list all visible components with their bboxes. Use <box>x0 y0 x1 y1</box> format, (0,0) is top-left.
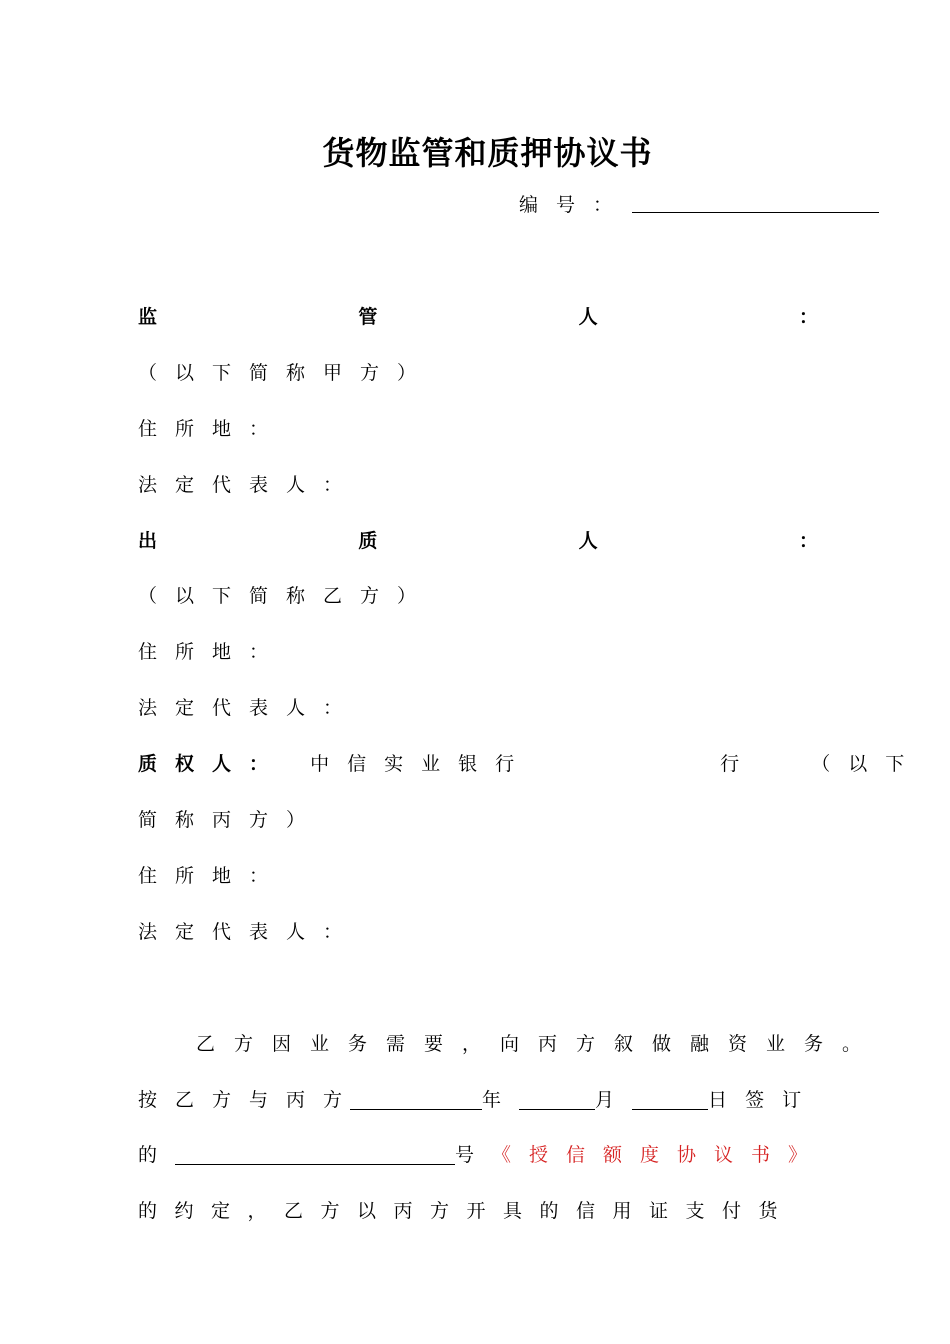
pledgor-rep: 法定代表人： <box>138 697 361 719</box>
year-label: 年 <box>482 1089 520 1111</box>
pledgor-address: 住所地： <box>138 641 287 663</box>
month-blank[interactable] <box>519 1089 595 1110</box>
pledgee-address: 住所地： <box>138 865 287 887</box>
agreement-number-blank[interactable] <box>175 1144 455 1165</box>
agreement-name: 《授信额度协议书》 <box>492 1144 826 1166</box>
pledgee-rep: 法定代表人： <box>138 921 361 943</box>
signed-label: 签订 <box>745 1089 820 1111</box>
pledgee-line <box>138 749 923 776</box>
supervisor-label-char: 监 <box>138 306 158 328</box>
pledgor-abbr: （以下简称乙方） <box>138 585 435 607</box>
document-title: 货物监管和质押协议书 <box>322 134 653 172</box>
month-label: 月 <box>595 1089 633 1111</box>
day-blank[interactable] <box>632 1089 708 1110</box>
body-line-3 <box>138 1140 828 1167</box>
pledgor-label-char: 质 <box>358 530 378 552</box>
day-label: 日 <box>708 1089 746 1111</box>
pledgee-abbr-start: （以下 <box>811 753 923 775</box>
pledgor-label-char: ： <box>798 530 818 552</box>
number-label: 编号： <box>519 194 631 216</box>
supervisor-label-char: ： <box>798 306 818 328</box>
supervisor-label-char: 人 <box>578 306 598 328</box>
pledgee-abbr-end: 简称丙方） <box>138 809 324 831</box>
number-suffix: 号 <box>455 1144 493 1166</box>
pledgee-branch-suffix: 行 <box>720 753 758 775</box>
supervisor-abbr: （以下简称甲方） <box>138 362 435 384</box>
body-line-3-prefix: 的 <box>138 1144 176 1166</box>
pledgee-label: 质权人： <box>138 753 287 775</box>
body-line-2 <box>138 1085 828 1112</box>
supervisor-rep: 法定代表人： <box>138 474 361 496</box>
supervisor-label-char: 管 <box>358 306 378 328</box>
supervisor-address: 住所地： <box>138 418 287 440</box>
pledgor-label <box>138 526 828 553</box>
supervisor-label <box>138 302 828 329</box>
year-blank[interactable] <box>350 1089 482 1110</box>
body-line-1: 乙方因业务需要，向丙方叙做融资业务。 <box>196 1033 881 1055</box>
number-blank[interactable] <box>632 212 879 213</box>
body-line-4: 的约定，乙方以丙方开具的信用证支付货 <box>138 1200 796 1222</box>
pledgor-label-char: 人 <box>578 530 598 552</box>
pledgor-label-char: 出 <box>138 530 158 552</box>
body-line-2-prefix: 按乙方与丙方 <box>138 1089 361 1111</box>
pledgee-bank: 中信实业银行 <box>310 753 533 775</box>
